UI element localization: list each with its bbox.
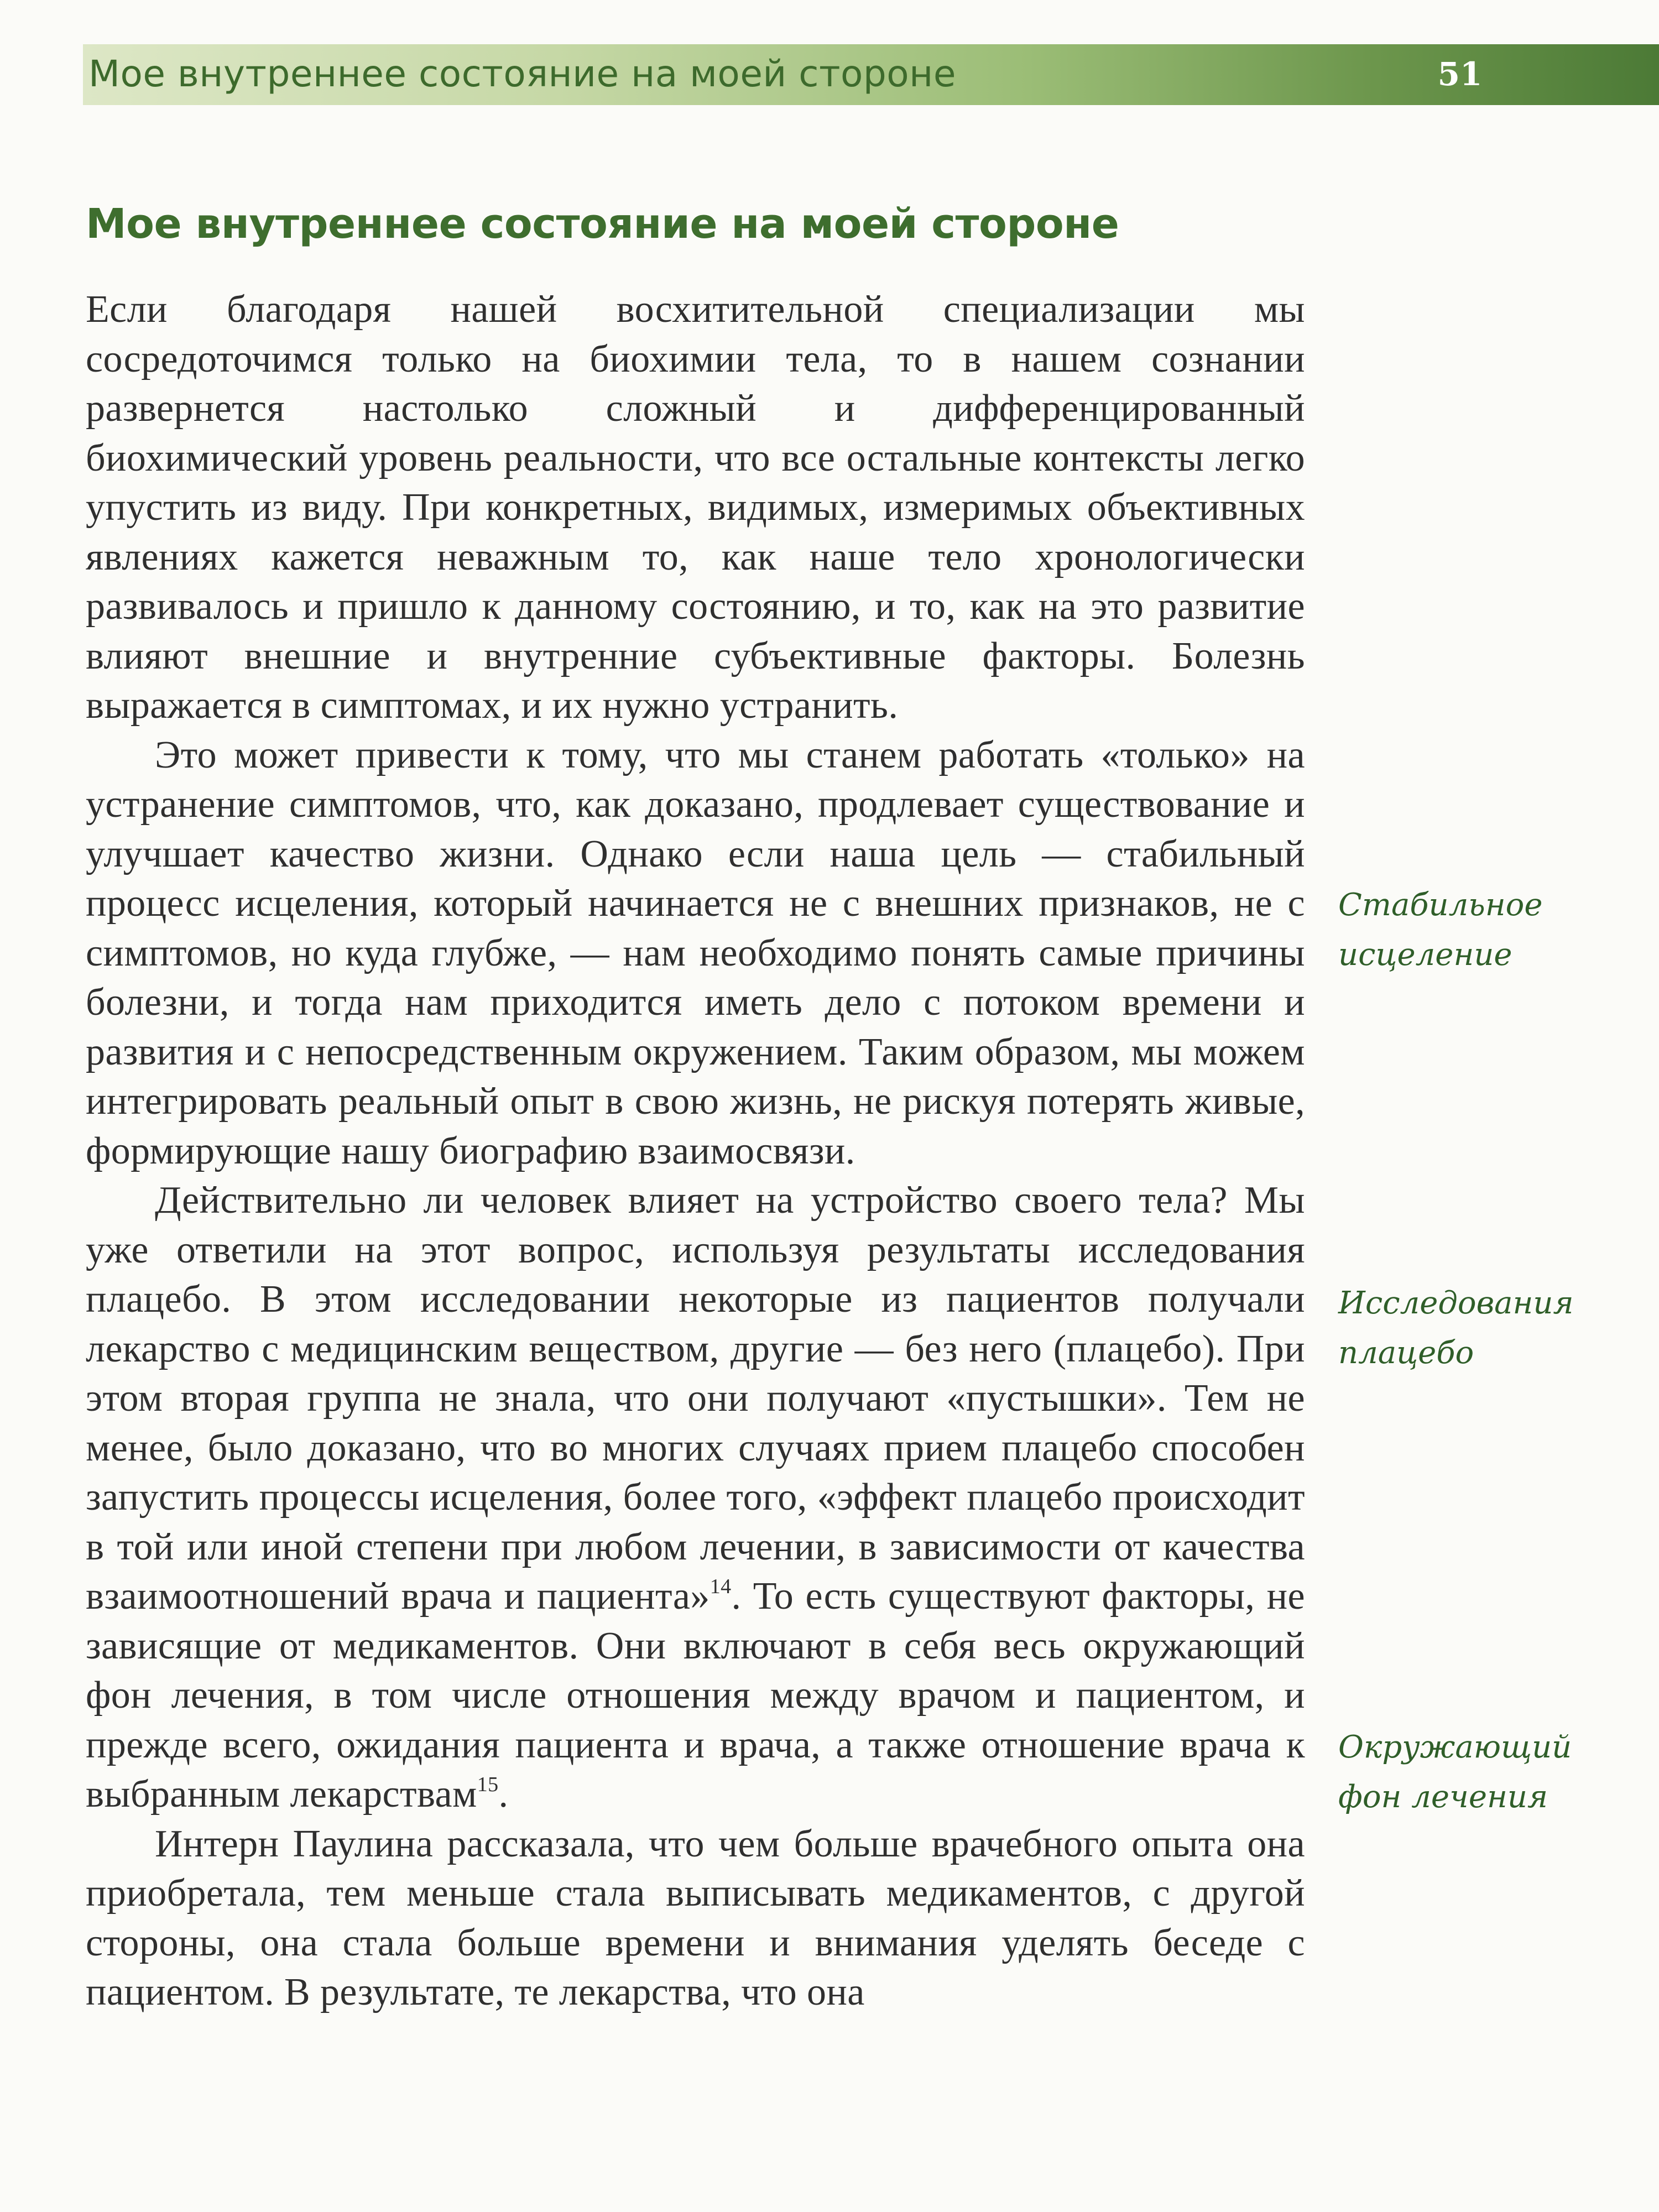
margin-note-line: плацебо [1338,1335,1474,1371]
paragraph-4: Интерн Паулина рассказала, что чем больше врачебного опыта она приобретала, тем меньше стала выписывать медикаментов, с другой стороны, она стала больше времени и внимания уделять беседе с пациентом. В результате, те лекарства, что она [86,1822,1305,2013]
footnote-ref-15: 15 [477,1773,499,1796]
margin-note-stable-healing [1338,880,1598,980]
margin-note-line: Окружающий [1338,1729,1572,1765]
paragraph-3-part-c: . [498,1773,509,1815]
paragraph-3-part-a: Действительно ли человек влияет на устройство своего тела? Мы уже ответили на этот вопрос, используя результаты исследования плацебо. В этом исследовании некоторые из пациентов получали лекарство с медицинским веществом, другие — без него (плацебо). При этом вторая группа не знала, что они получают «пустышки». Тем не менее, было доказано, что во многих случаях прием плацебо способен запустить процессы исцеления, более того, «эффект плацебо происходит в той или иной степени при любом лечении, в зависимости от качества взаимоотношений врача и пациента» [86,1179,1305,1618]
page-number: 51 [1437,55,1483,93]
margin-note-placebo-research [1338,1279,1598,1378]
margin-note-line: Стабильное [1338,887,1543,923]
paragraph-3-part-b: . То есть существуют факторы, не зависящие от медикаментов. Они включают в себя весь окружающий фон лечения, в том числе отношения между врачом и пациентом, и прежде всего, ожидания пациента и врача, а также отношение врача к выбранным лекарствам [86,1575,1306,1815]
section-heading: Мое внутреннее состояние на моей стороне [86,200,1119,248]
running-header-title: Мое внутреннее состояние на моей стороне [88,53,956,95]
paragraph-3 [86,1176,1305,1819]
margin-note-line: Исследования [1338,1285,1574,1321]
footnote-ref-14: 14 [709,1575,732,1598]
paragraph-2: Это может привести к тому, что мы станем работать «только» на устранение симптомов, что, как доказано, продлевает существование и улучшает качество жизни. Однако если наша цель — стабильный процесс исцеления, который начинается не с внешних признаков, не с симптомов, но куда глубже, — нам необходимо понять самые причины болезни, и тогда нам приходится иметь дело с потоком времени и развития и с непосредственным окружением. Таким образом, мы можем интегрировать реальный опыт в свою жизнь, не рискуя потерять живые, формирующие нашу биографию взаимосвязи. [86,733,1305,1172]
body-text [86,285,1305,2017]
paragraph-1: Если благодаря нашей восхитительной специализации мы сосредоточимся только на биохимии тела, то в нашем сознании развернется настолько сложный и дифференцированный биохимический уровень реальности, что все остальные контексты легко упустить из виду. При конкретных, видимых, измеримых объективных явлениях кажется неважным то, как наше тело хронологически развивалось и пришло к данному состоянию, и то, как на это развитие влияют внешние и внутренние субъективные факторы. Болезнь выражается в симптомах, и их нужно устранить. [86,288,1305,727]
margin-note-line: исцеление [1338,937,1512,973]
margin-note-treatment-background [1338,1723,1598,1822]
margin-note-line: фон лечения [1338,1779,1548,1815]
